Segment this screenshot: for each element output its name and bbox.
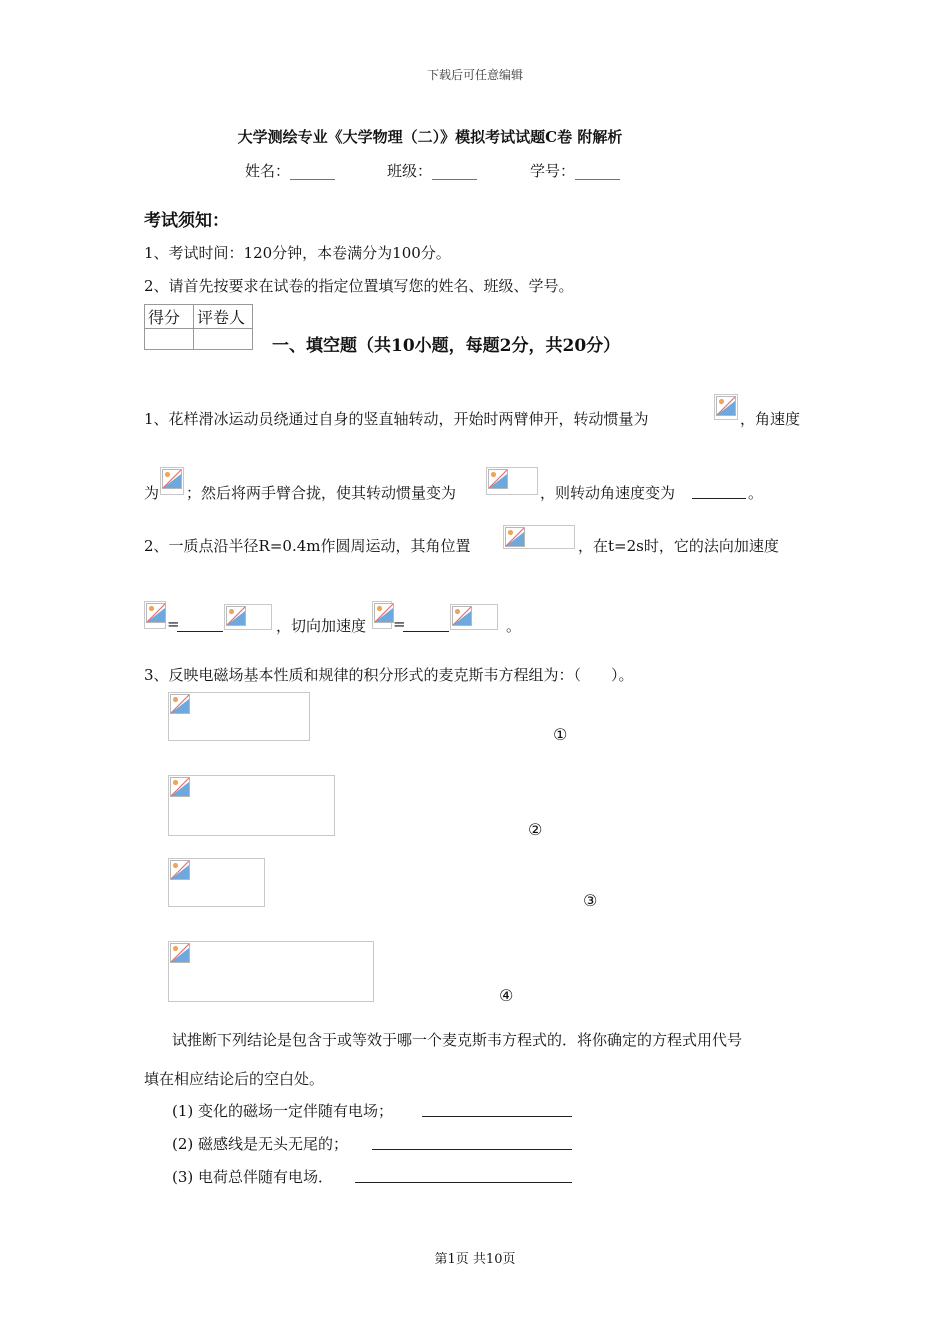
q1-text-b: ，角速度 <box>740 410 801 428</box>
q1-text-e: ，则转动角速度变为 <box>540 484 676 502</box>
broken-image-icon <box>372 601 392 629</box>
q2-text-b: ，在t=2s时，它的法向加速度 <box>578 537 779 555</box>
page-title: 大学测绘专业《大学物理（二）》模拟考试试题C卷 附解析 <box>237 128 623 146</box>
equation-label-4: ④ <box>499 986 514 1005</box>
q2-tangent-accel-blank[interactable] <box>403 617 449 632</box>
equation-label-1: ① <box>553 725 568 744</box>
broken-image-icon <box>503 525 575 549</box>
q3-item-2: (2) 磁感线是无头无尾的； <box>172 1135 349 1153</box>
broken-image-icon <box>160 467 184 495</box>
student-id-field[interactable]: 学号：______ <box>530 162 621 180</box>
broken-image-icon <box>168 775 335 836</box>
equation-label-3: ③ <box>583 891 598 910</box>
q3-item-3-blank[interactable] <box>355 1168 572 1183</box>
broken-image-icon <box>486 467 538 495</box>
notice-heading: 考试须知： <box>144 211 229 231</box>
grader-header: 评卷人 <box>194 305 253 329</box>
q1-answer-blank[interactable] <box>692 484 746 499</box>
score-table <box>144 304 253 350</box>
header-note: 下载后可任意编辑 <box>426 68 523 82</box>
broken-image-icon <box>168 858 265 907</box>
score-header: 得分 <box>145 305 194 329</box>
q1-text-c: 为 <box>144 484 160 502</box>
equation-label-2: ② <box>528 820 543 839</box>
page-footer: 第1页 共10页 <box>434 1252 516 1267</box>
q2-eq-1: = <box>167 615 180 633</box>
broken-image-icon <box>144 601 166 629</box>
q3-stem: 3、反映电磁场基本性质和规律的积分形式的麦克斯韦方程组为：（ ）。 <box>144 666 634 684</box>
name-field[interactable]: 姓名：______ <box>245 162 336 180</box>
broken-image-icon <box>224 604 272 630</box>
q3-item-1-blank[interactable] <box>422 1102 572 1117</box>
q1-text-f: 。 <box>748 484 764 502</box>
q3-item-2-blank[interactable] <box>372 1135 572 1150</box>
q3-item-1: (1) 变化的磁场一定伴随有电场； <box>172 1102 394 1120</box>
score-cell[interactable] <box>145 329 194 350</box>
q1-text-d: ；然后将两手臂合拢，使其转动惯量变为 <box>186 484 457 502</box>
broken-image-icon <box>168 941 374 1002</box>
broken-image-icon <box>450 604 498 630</box>
q3-instruction-line-1: 试推断下列结论是包含于或等效于哪一个麦克斯韦方程式的．将你确定的方程式用代号 <box>172 1031 743 1049</box>
section1-title: 一、填空题（共10小题，每题2分，共20分） <box>272 336 621 356</box>
q1-text-a: 1、花样滑冰运动员绕通过自身的竖直轴转动，开始时两臂伸开，转动惯量为 <box>144 410 649 428</box>
q2-text-c: ，切向加速度 <box>276 617 367 635</box>
broken-image-icon <box>714 394 738 420</box>
q2-normal-accel-blank[interactable] <box>177 617 223 632</box>
broken-image-icon <box>168 692 310 741</box>
notice-item-2: 2、请首先按要求在试卷的指定位置填写您的姓名、班级、学号。 <box>144 277 574 295</box>
grader-cell[interactable] <box>194 329 253 350</box>
q2-text-d: 。 <box>506 617 522 635</box>
q2-text-a: 2、一质点沿半径R=0.4m作圆周运动，其角位置 <box>144 537 471 555</box>
notice-item-1: 1、考试时间：120分钟，本卷满分为100分。 <box>144 244 451 262</box>
q3-instruction-line-2: 填在相应结论后的空白处。 <box>144 1070 325 1088</box>
class-field[interactable]: 班级：______ <box>387 162 478 180</box>
q2-eq-2: = <box>393 615 406 633</box>
q3-item-3: (3) 电荷总伴随有电场． <box>172 1168 334 1186</box>
